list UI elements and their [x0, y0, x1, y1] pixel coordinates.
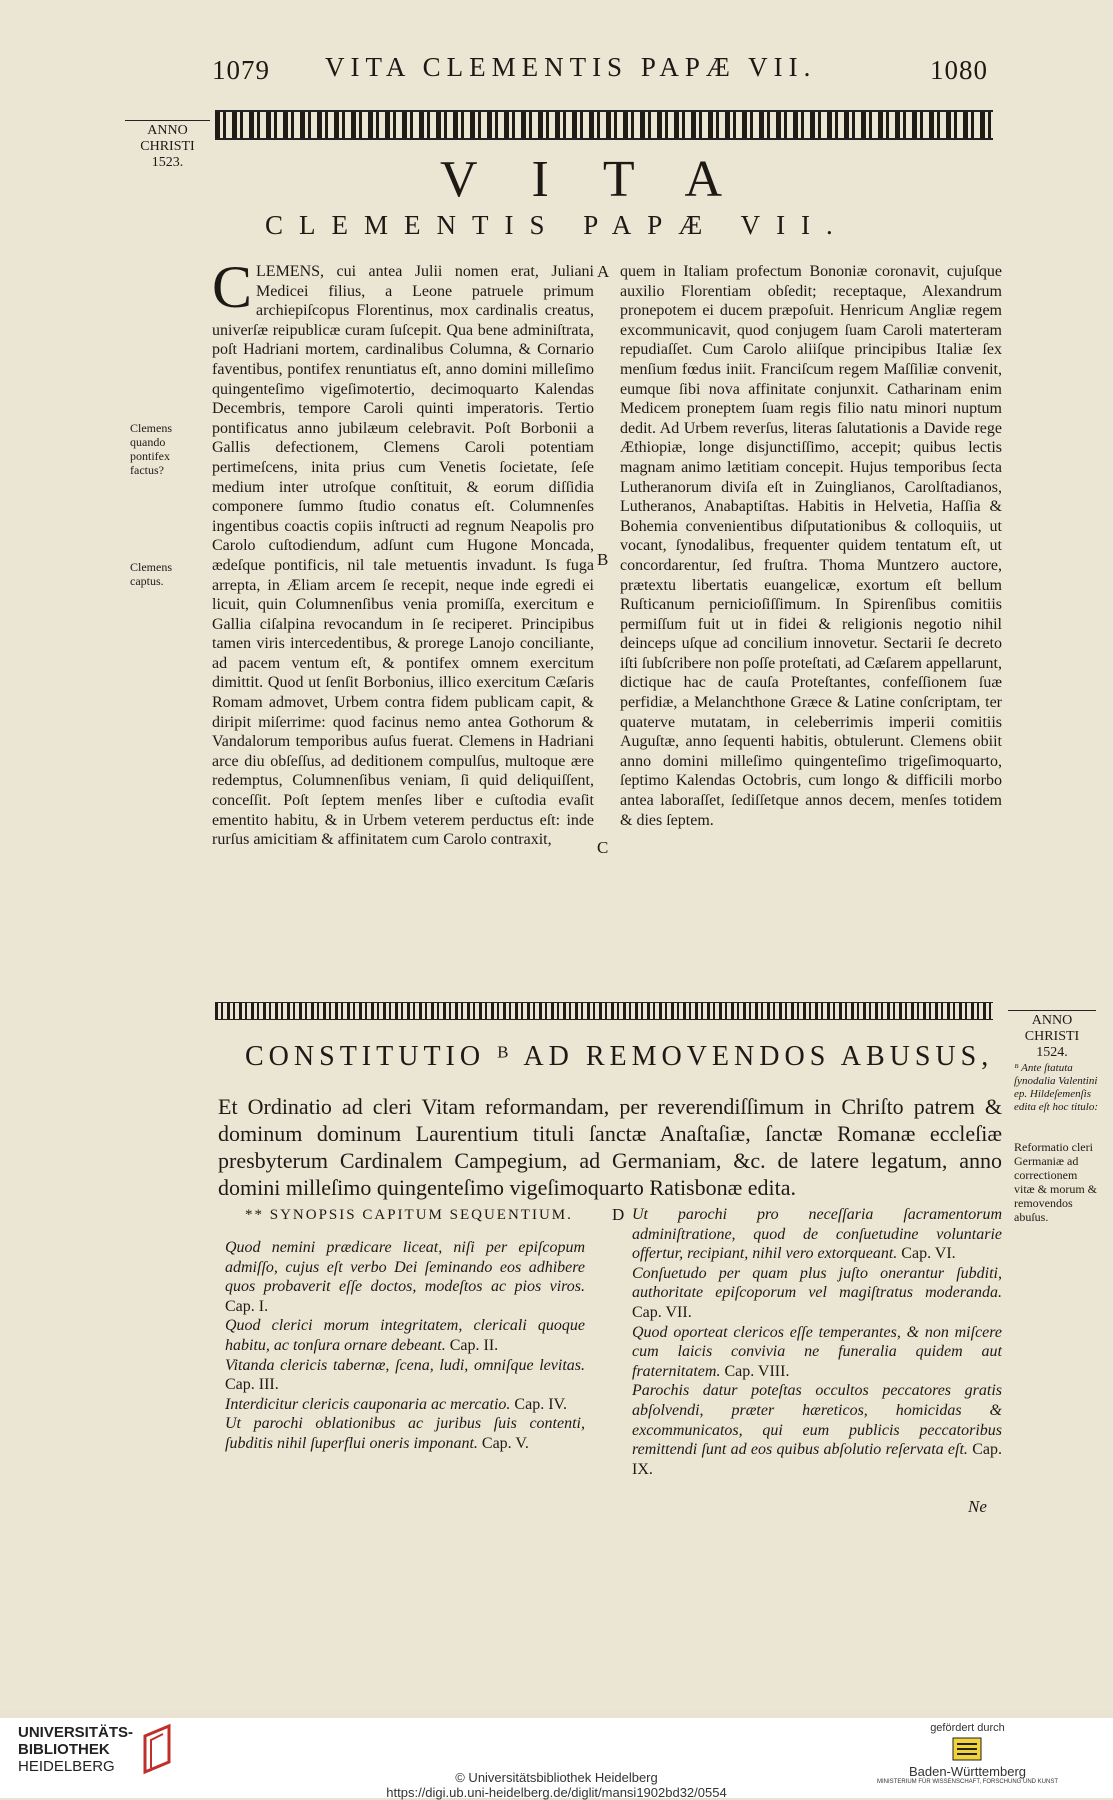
anno-christi-mid	[1008, 1010, 1096, 1061]
synopsis-heading: ** SYNOPSIS CAPITUM SEQUENTIUM.	[245, 1207, 573, 1223]
left-column-body: LEMENS, cui antea Julii nomen erat, Juliani Medicei filius, a Leone patruele primum archiepiſcopus Florentinus, mox cardinalis creatus, univerſæ reipublicæ curam ſuſcepit. Qua bene adminiſtrata, poſt Hadriani mortem, cardinalibus Columna, & Cornario faventibus, pontifex renuntiatus eſt, anno domini milleſimo quingenteſimo vigeſimotertio, decimoquarto Kalendas Decembris, tempore Caroli quinti imperatoris. Tertio pontificatus anno jubilæum celebravit. Poſt Borbonii a Gallis defectionem, Clemens Caroli potentiam pertimeſcens, inita prius cum Venetis ſocietate, ſeſe medium inter utroſque conſtituit, & eorum diſſidia componere ſummo ſtudio conatus eſt. Columnenſes ingentibus coactis copiis inſtructi ad regnum Neapolis pro Carolo cuſtodiendum, adſunt cum Hugone Moncada, ædeſque pontificis, nil tale metuentis invadunt. Is fuga arrepta, in Æliam arcem ſe recepit, neque inde egredi ei licuit, quin Columnenſibus venia promiſſa, exercitum e Gallia ciſalpina revocandum in ſe reciperet. Principibus tamen viris intercedentibus, & prorege Lanojo conciliante, ad pacem ventum eſt, & pontifex omnem exercitum dimittit. Quod ut ſenſit Borbonius, illico exercitum Cæſaris Romam admovet, Urbem contra fidem publicam capit, & diripit miſerrime: quod facinus nemo antea Gothorum & Vandalorum temporibus auſus fuerat. Clemens in Hadriani arce diu obſeſſus, ad deditionem compulſus, multoque ære redemptus, Columnenſibus veniam, ſi quid deliquiſſent, conceſſit. Poſt ſeptem menſes liber e cuſtodia evaſit ementito habitu, & in Urbem veterem perductus eſt: inde rurſus amicitiam & affinitatem cum Carolo contraxit,	[212, 263, 594, 849]
christi-label: CHRISTI	[140, 139, 195, 154]
anno-rule	[1008, 1010, 1096, 1011]
synopsis-item: Parochis datur poteſtas occultos peccatores gratis abſolvendi, præter hæreticos, homicidas & excommunicatos, qui eum publicis peccatoribus remittendi ſunt ad eos quibus abſolutio reſervata eſt. Cap. IX.	[632, 1382, 1003, 1478]
synopsis-item: Quod nemini prædicare liceat, niſi per epiſcopum admiſſo, cujus eſt verbo Dei ſeminando eos adhibere quos probaverit eſſe doctos, modeſtos ac pios viros. Cap. I.	[225, 1239, 585, 1315]
title-clementis: CLEMENTIS PAPÆ VII.	[265, 210, 849, 240]
synopsis-item: Interdicitur clericis cauponaria ac mercatio. Cap. IV.	[225, 1395, 568, 1413]
ornament-band-middle	[215, 1002, 993, 1020]
sponsor-label: gefördert durch	[930, 1722, 1005, 1734]
anno-christi-top	[125, 120, 210, 171]
constitutio-heading: CONSTITUTIO ᴮ AD REMOVENDOS ABUSUS,	[245, 1041, 994, 1072]
library-name-line1: UNIVERSITÄTS-	[18, 1723, 134, 1741]
synopsis-item: Quod clerici morum integritatem, clericali quoque habitu, ac tonſura ornare debeant. Cap. II.	[225, 1317, 585, 1354]
margin-footnote: ᴮ Ante ſtatuta ſynodalia Valentini ep. Hildeſemenſis edita eſt hoc titulo:	[1014, 1062, 1099, 1113]
library-logo[interactable]	[18, 1722, 179, 1776]
ornament-band-top	[215, 110, 993, 140]
synopsis-left-column	[225, 1238, 585, 1454]
margin-note-captus: Clemens captus.	[130, 560, 172, 588]
anno-year: 1523.	[151, 155, 184, 170]
synopsis-item: Quod oporteat clericos eſſe temperantes, & non miſcere cum laicis convivia ne funeralia quidem aut fraternitatem. Cap. VIII.	[632, 1323, 1002, 1380]
sponsor-block	[877, 1722, 1058, 1785]
state-crest-icon	[947, 1736, 987, 1762]
running-title: VITA CLEMENTIS PAPÆ VII.	[325, 52, 817, 82]
page-number-left: 1079	[212, 55, 270, 85]
sponsor-name: Baden-Württemberg	[908, 1764, 1027, 1779]
library-name-line3: HEIDELBERG	[18, 1757, 115, 1775]
section-letter-d: D	[612, 1205, 625, 1224]
section-letter-c: C	[597, 838, 609, 857]
permalink[interactable]: https://digi.ub.uni-heidelberg.de/diglit/mansi1902bd32/0554	[386, 1785, 727, 1800]
anno-label: ANNO	[147, 123, 188, 138]
synopsis-right-column	[632, 1205, 1002, 1479]
page-number-right: 1080	[930, 55, 988, 85]
synopsis-item: Ut parochi pro neceſſaria ſacramentorum adminiſtratione, quod de conſuetudine voluntarie offertur, recipiant, nihil vero extorqueant. Cap. VI.	[632, 1206, 1002, 1263]
margin-note-pontifex: Clemens quando pontifex factus?	[130, 421, 172, 477]
synopsis-item: Conſuetudo per quam plus juſto onerantur ſubditi, authoritate epiſcoporum vel magiſtratus moderanda. Cap. VII.	[632, 1264, 1002, 1321]
section-letter-b: B	[597, 550, 609, 569]
drop-cap: C	[212, 262, 253, 320]
sponsor-sub: MINISTERIUM FÜR WISSENSCHAFT, FORSCHUNG UND KUNST	[876, 1779, 1058, 1785]
synopsis-item: Vitanda clericis tabernæ, ſcena, ludi, omniſque levitas. Cap. III.	[225, 1356, 585, 1394]
margin-subject-note: Reformatio cleri Germaniæ ad correctionem vitæ & morum & removendos abuſus.	[1014, 1140, 1098, 1224]
title-vita: VITA	[440, 151, 777, 208]
left-column-text	[212, 262, 594, 977]
anno-year: 1524.	[1036, 1045, 1068, 1060]
section-letter-a: A	[597, 262, 610, 281]
constitutio-subtitle: Et Ordinatio ad cleri Vitam reformandam, per reverendiſſimum in Chriſto patrem & dominum dominum Laurentium tituli ſanctæ Anaſtaſiæ, ſanctæ Romanæ eccleſiæ presbyterum Cardinalem Campegium, ad Germaniam, &c. de latere legatum, anno domini milleſimo quingenteſimo vigeſimoquarto Ratisbonæ edita.	[218, 1094, 1002, 1200]
library-emblem-icon	[139, 1722, 179, 1776]
catchword: Ne	[968, 1497, 987, 1516]
copyright-text: © Universitätsbibliothek Heidelberg	[455, 1770, 658, 1785]
anno-rule	[125, 120, 210, 121]
anno-label: ANNO	[1031, 1013, 1073, 1028]
library-name-line2: BIBLIOTHEK	[18, 1740, 110, 1758]
christi-label: CHRISTI	[1024, 1029, 1080, 1044]
synopsis-item: Ut parochi oblationibus ac juribus ſuis contenti, ſubditis nihil ſuperflui oneris imponant. Cap. V.	[225, 1415, 585, 1452]
right-column-text: quem in Italiam profectum Bononiæ coronavit, cujuſque auxilio Florentiam obſedit; receptaque, Alexandrum pronepotem ei ducem præpoſuit. Henricum Angliæ regem excommunicavit, quod conjugem ſuam Caroli materteram repudiaſſet. Cum Carolo aliiſque principibus Italiæ ſex menſium fœdus iniit. Franciſcum regem Maſſiliæ convenit, eumque ſibi nova affinitate conjunxit. Catharinam enim Medicem proneptem ſuam regis filio natu minori nuptum dedit. Ad Urbem reverſus, literas ſalutationis a Davide rege Æthiopiæ, longe disjunctiſſimo, accepit; quibus lectis magnam animo lætitiam concepit. Hujus temporibus ſecta Lutheranorum diviſa eſt in Zuinglianos, Carolſtadianos, Lutheranos, Anabaptiſtas. Habitis in Helvetia, Haſſia & Bohemia convenientibus diſputationibus & colloquiis, ut vocant, ſynodalibus, frequenter quidem tentatum eſt, ut concordarentur, ſed fruſtra. Thoma Muntzero auctore, prætextu libertatis euangelicæ, exortum eſt bellum Ruſticanum pernicioſiſſimum. In Spirenſibus comitiis permiſſum fuit ut in fidei & religionis negotio nihil deinceps uſque ad concilium innovetur. Sectarii ſe decreto iſti ſubſcribere non poſſe proteſtati, ad Cæſarem appellarunt, dictique hac de cauſa Proteſtantes, confeſſionem ſuæ perfidiæ, a Melanchthone Græce & Latine conſcriptam, ter quaterve mutatam, in celeberrimis imperii comitiis Auguſtæ, anno ſequenti habitis, obtulerunt. Clemens obiit anno domini milleſimo quingenteſimo trigeſimoquarto, ſeptimo Kalendas Octobris, cum longo & difficili morbo antea laboraſſet, ſediſſetque annos decem, menſes totidem & dies ſeptem.	[620, 263, 1002, 829]
